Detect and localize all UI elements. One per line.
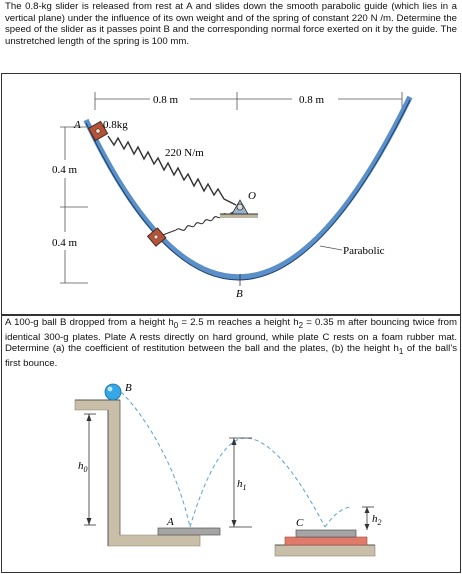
label-B: B [236,288,243,300]
label-h2: $h_2$ [372,513,382,527]
ball-trajectory [121,392,352,527]
label-mass: 0.8kg [103,119,128,131]
dim-top-left: 0.8 m [153,94,179,106]
problem-2-text: A 100-g ball B dropped from a height $h_0 = 2.5$ m reaches a height $h_2 = 0.35$ m after bouncing twice from identical 300-g plates. Plate A rests directly on hard ground, while plate C rests on a foam rubber mat. Determine (a) the coefficient of restitution between the ball and the plates, (b) the height $h_1$ of the ball’s first bounce. [5,317,457,369]
problem-1-text: The 0.8-kg slider is released from rest at A and slides down the smooth parabolic guide (which lies in a vertical plane) under the influence of its own weight and of the spring of constant 220 N /m. Determine the speed of the slider as it passes point B and the corresponding normal force exerted on it by the guide. The unstretched length of the spring is 100 mm. [5,1,457,47]
foam-mat [285,537,367,545]
plate-C [296,530,356,537]
label-h0: $h_0$ [78,460,88,474]
plate-A [158,528,220,535]
dim-vert-lower: 0.4 m [52,237,78,249]
label-plate-A: A [167,516,174,528]
fig2-label-B: B [125,382,132,394]
dim-top-right: 0.8 m [299,94,325,106]
ball-B [105,384,121,400]
dim-vert-upper: 0.4 m [52,164,78,176]
label-parabolic: Parabolic [343,245,385,257]
label-h1: $h_1$ [237,478,247,492]
label-O: O [248,190,256,202]
ledge-wall [75,400,200,546]
label-A: A [74,119,81,131]
label-spring-constant: 220 N/m [165,147,204,159]
label-plate-C: C [296,517,304,529]
